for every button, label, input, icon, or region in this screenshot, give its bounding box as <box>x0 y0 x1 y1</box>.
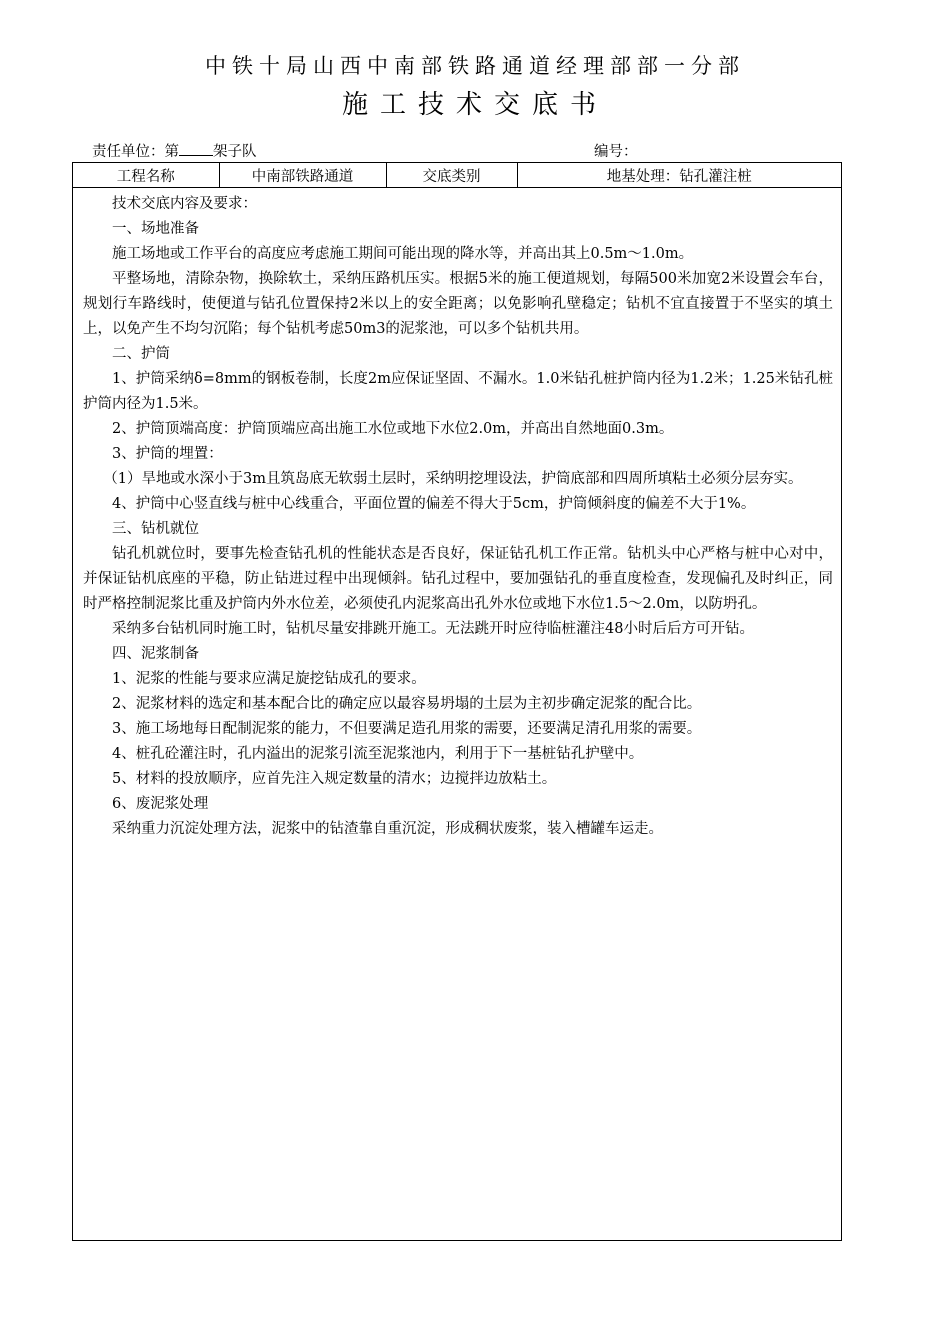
section-heading: 二、护筒 <box>112 346 170 362</box>
unit-prefix: 责任单位：第 <box>92 144 179 160</box>
responsible-unit <box>92 140 257 161</box>
paragraph: 5、材料的投放顺序，应首先注入规定数量的清水；边搅拌边放粘土。 <box>112 771 557 787</box>
organization-name: 中铁十局山西中南部铁路通道经理部部一分部 <box>205 54 745 78</box>
paragraph: 2、护筒顶端高度：护筒顶端应高出施工水位或地下水位2.0m，并高出自然地面0.3m。 <box>112 421 674 437</box>
paragraph: （1）旱地或水深小于3m且筑岛底无软弱土层时，采纳明挖埋设法，护筒底部和四周所填粘土必须分层夯实。 <box>103 471 803 487</box>
paragraph: 3、施工场地每日配制泥浆的能力，不但要满足造孔用浆的需要，还要满足清孔用浆的需要。 <box>112 721 702 737</box>
section-heading: 一、场地准备 <box>112 221 199 237</box>
paragraph: 4、护筒中心竖直线与桩中心线重合，平面位置的偏差不得大于5cm，护筒倾斜度的偏差不大于1%。 <box>112 496 756 512</box>
paragraph: 采纳多台钻机同时施工时，钻机尽量安排跳开施工。无法跳开时应待临桩灌注48小时后后方可开钻。 <box>112 621 754 637</box>
paragraph: 1、护筒采纳δ=8mm的钢板卷制，长度2m应保证坚固、不漏水。1.0米钻孔桩护筒内径为1.2米；1.25米钻孔桩护筒内径为1.5米。 <box>83 371 833 412</box>
section-heading: 四、泥浆制备 <box>112 646 199 662</box>
disclosure-type-value: 地基处理：钻孔灌注桩 <box>517 163 841 188</box>
paragraph: 平整场地，清除杂物，换除软土，采纳压路机压实。根据5米的施工便道规划，每隔500米加宽2米设置会车台，规划行车路线时，使便道与钻孔位置保持2米以上的安全距离；以免影响孔壁稳定；钻机不宜直接置于不坚实的填土上，以免产生不均匀沉陷；每个钻机考虑50m3的泥浆池，可以多个钻机共用。 <box>83 271 833 337</box>
section-heading: 6、废泥浆处理 <box>112 796 209 812</box>
project-name-label: 工程名称 <box>73 163 219 188</box>
disclosure-content <box>73 188 841 842</box>
unit-suffix: 架子队 <box>213 144 257 160</box>
paragraph: 钻孔机就位时，要事先检查钻孔机的性能状态是否良好，保证钻孔机工作正常。钻机头中心严格与桩中心对中，并保证钻机底座的平稳，防止钻进过程中出现倾斜。钻孔过程中，要加强钻孔的垂直度检查，发现偏孔及时纠正，同时严格控制泥浆比重及护筒内外水位差，必须使孔内泥浆高出孔外水位或地下水位1.5～2.0m，以防坍孔。 <box>83 546 833 612</box>
section-heading: 三、钻机就位 <box>112 521 199 537</box>
document-title: 施工技术交底书 <box>341 90 608 120</box>
project-name-value: 中南部铁路通道 <box>219 163 386 188</box>
disclosure-type-label: 交底类别 <box>386 163 517 188</box>
info-row <box>73 163 841 188</box>
meta-row <box>92 140 832 160</box>
paragraph: 3、护筒的埋置： <box>112 446 223 462</box>
unit-blank <box>179 141 213 156</box>
number-label: 编号： <box>594 144 638 160</box>
paragraph: 采纳重力沉淀处理方法，泥浆中的钻渣靠自重沉淀，形成稠状废浆，装入槽罐车运走。 <box>112 821 663 837</box>
info-table <box>73 163 841 188</box>
paragraph: 4、桩孔砼灌注时，孔内溢出的泥浆引流至泥浆池内，利用于下一基桩钻孔护壁中。 <box>112 746 644 762</box>
disclosure-form <box>72 162 842 1241</box>
paragraph: 2、泥浆材料的选定和基本配合比的确定应以最容易坍塌的土层为主初步确定泥浆的配合比。 <box>112 696 702 712</box>
paragraph: 1、泥浆的性能与要求应满足旋挖钻成孔的要求。 <box>112 671 426 687</box>
paragraph: 技术交底内容及要求： <box>112 196 257 212</box>
paragraph: 施工场地或工作平台的高度应考虑施工期间可能出现的降水等，并高出其上0.5m～1.0m。 <box>112 246 694 262</box>
